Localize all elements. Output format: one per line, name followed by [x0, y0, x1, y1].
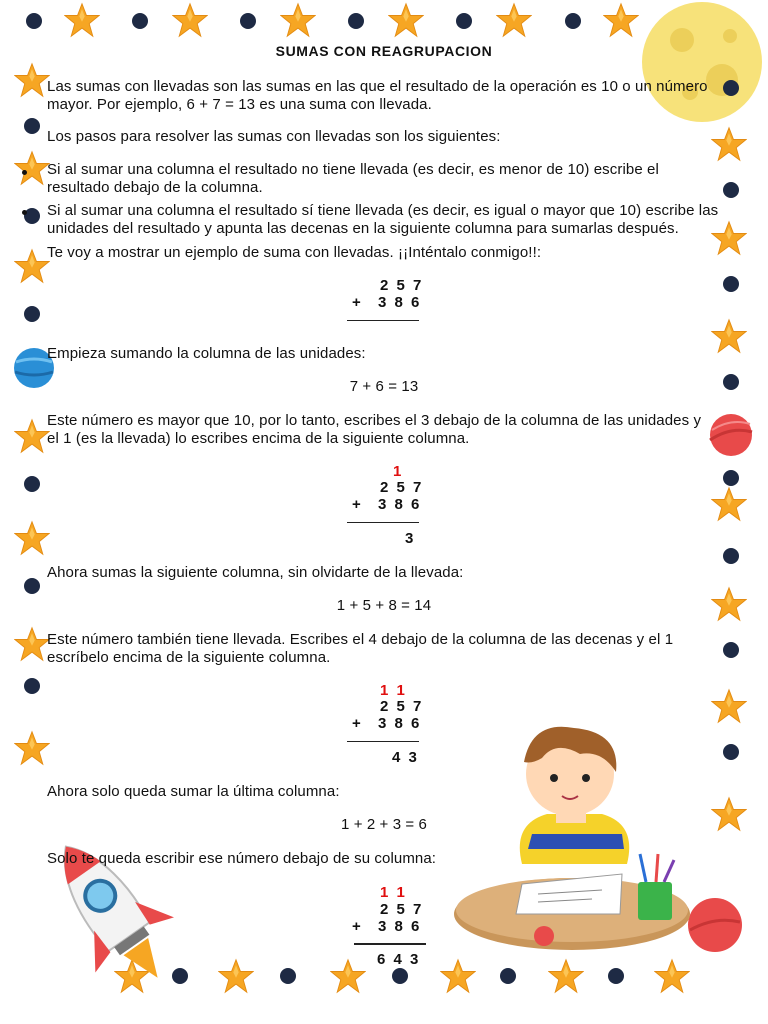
bullet-icon: [22, 210, 27, 215]
addend-top: 2 5 7: [380, 479, 424, 496]
addend-bottom: 3 8 6: [378, 918, 422, 935]
star-icon: [496, 2, 532, 38]
dot-icon: [132, 13, 148, 29]
instruction-text: Solo te queda escribir ese número debajo de su columna:: [47, 850, 437, 867]
addend-bottom: 3 8 6: [378, 294, 422, 311]
dot-icon: [723, 182, 739, 198]
addend-bottom: 3 8 6: [378, 496, 422, 513]
star-icon: [14, 150, 50, 186]
sum-line: [347, 741, 419, 742]
bullet-item: Si al sumar una columna el resultado sí tiene llevada (es decir, es igual o mayor que 10) escribe las unidades del resultado y apunta las decenas en la siguiente columna para sumarlas después.: [47, 202, 719, 237]
carry-digits: 1: [393, 463, 404, 480]
star-icon: [14, 418, 50, 454]
star-icon: [711, 318, 747, 354]
page-title: SUMAS CON REAGRUPACION: [275, 43, 493, 59]
sum-line: [347, 522, 419, 523]
dot-icon: [24, 476, 40, 492]
plus-sign: +: [352, 918, 363, 935]
plus-sign: +: [352, 294, 363, 311]
explanation-text: Este número es mayor que 10, por lo tanto, escribes el 3 debajo de la columna de las unidades y el 1 (es la llevada) lo escribes encima de la siguiente columna.: [47, 412, 702, 447]
dot-icon: [723, 548, 739, 564]
dot-icon: [240, 13, 256, 29]
star-icon: [440, 958, 476, 994]
plus-sign: +: [352, 715, 363, 732]
equation: 7 + 6 = 13: [349, 378, 419, 395]
star-icon: [388, 2, 424, 38]
star-icon: [711, 486, 747, 522]
addend-top: 2 5 7: [380, 698, 424, 715]
instruction-text: Ahora solo queda sumar la última columna:: [47, 783, 340, 800]
star-icon: [172, 2, 208, 38]
dot-icon: [723, 80, 739, 96]
star-icon: [218, 958, 254, 994]
red-planet-icon: [708, 412, 754, 458]
dot-icon: [456, 13, 472, 29]
star-icon: [654, 958, 690, 994]
star-icon: [14, 730, 50, 766]
addend-top: 2 5 7: [380, 901, 424, 918]
dot-icon: [24, 306, 40, 322]
bullet-item: Si al sumar una columna el resultado no tiene llevada (es decir, es menor de 10) escribe el resultado debajo de la columna.: [47, 161, 659, 196]
intro-paragraph: Las sumas con llevadas son las sumas en las que el resultado de la operación es 10 o un número mayor. Por ejemplo, 6 + 7 = 13 es una suma con llevada.: [47, 78, 708, 113]
sum-line: [347, 320, 419, 321]
star-icon: [330, 958, 366, 994]
star-icon: [14, 626, 50, 662]
dot-icon: [723, 470, 739, 486]
instruction-text: Ahora sumas la siguiente columna, sin olvidarte de la llevada:: [47, 564, 464, 581]
bullet-icon: [22, 170, 27, 175]
plus-sign: +: [352, 496, 363, 513]
example-intro: Te voy a mostrar un ejemplo de suma con llevadas. ¡¡Inténtalo conmigo!!:: [47, 244, 542, 261]
carry-digits: 1 1: [380, 884, 407, 901]
star-icon: [548, 958, 584, 994]
instruction-text: Empieza sumando la columna de las unidades:: [47, 345, 366, 362]
dot-icon: [723, 642, 739, 658]
addend-top: 2 5 7: [380, 277, 424, 294]
red-planet-icon: [686, 896, 744, 954]
dot-icon: [24, 118, 40, 134]
equation: 1 + 5 + 8 = 14: [336, 597, 432, 614]
dot-icon: [565, 13, 581, 29]
sum-result: 3: [405, 530, 416, 547]
dot-icon: [723, 744, 739, 760]
dot-icon: [24, 678, 40, 694]
dot-icon: [348, 13, 364, 29]
sum-result: 4 3: [392, 749, 419, 766]
dot-icon: [24, 578, 40, 594]
dot-icon: [26, 13, 42, 29]
star-icon: [711, 126, 747, 162]
dot-icon: [608, 968, 624, 984]
sum-line: [354, 943, 426, 945]
dot-icon: [723, 276, 739, 292]
equation: 1 + 2 + 3 = 6: [341, 816, 427, 833]
star-icon: [711, 688, 747, 724]
dot-icon: [280, 968, 296, 984]
dot-icon: [392, 968, 408, 984]
star-icon: [280, 2, 316, 38]
star-icon: [14, 248, 50, 284]
carry-digits: 1 1: [380, 682, 407, 699]
explanation-text: Este número también tiene llevada. Escribes el 4 debajo de la columna de las decenas y el 1 escríbelo encima de la siguiente columna.: [47, 631, 674, 666]
boy-studying-illustration: [452, 714, 692, 954]
star-icon: [64, 2, 100, 38]
sum-result: 6 4 3: [377, 951, 421, 968]
star-icon: [14, 62, 50, 98]
addend-bottom: 3 8 6: [378, 715, 422, 732]
dot-icon: [500, 968, 516, 984]
star-icon: [14, 520, 50, 556]
steps-intro: Los pasos para resolver las sumas con llevadas son los siguientes:: [47, 128, 501, 145]
